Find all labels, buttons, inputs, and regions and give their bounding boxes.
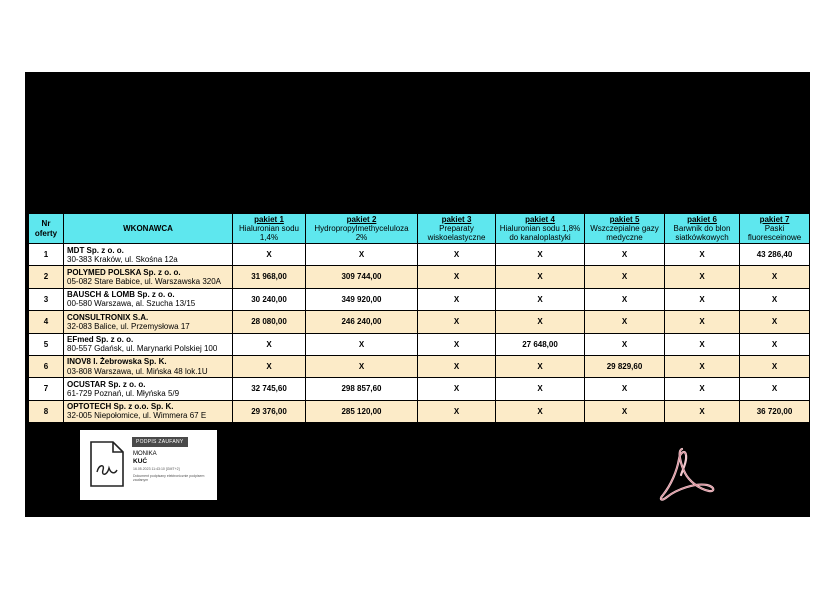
package-value: 285 120,00 (306, 400, 418, 422)
contractor-name: INOV8 I. Żebrowska Sp. K. (67, 357, 167, 367)
package-value: X (665, 333, 740, 355)
package-value: X (585, 266, 665, 288)
package-value: 43 286,40 (740, 244, 810, 266)
package-label: pakiet 4 (525, 214, 555, 224)
package-value: X (740, 355, 810, 377)
package-value: X (233, 333, 306, 355)
package-desc: Hydropropylmethyceluloza 2% (314, 223, 409, 243)
package-value: 30 240,00 (233, 288, 306, 310)
offer-number: 5 (29, 333, 64, 355)
header-firm: WKONAWCA (64, 214, 233, 244)
table-row (29, 288, 810, 310)
package-value: X (585, 311, 665, 333)
contractor-name: MDT Sp. z o. o. (67, 245, 124, 255)
contractor-name: OPTOTECH Sp. z o.o. Sp. K. (67, 402, 174, 412)
table-header-row (29, 214, 810, 244)
package-value: X (418, 311, 496, 333)
package-value: X (585, 288, 665, 310)
package-desc: Hialuronian sodu 1,8% do kanaloplastyki (499, 223, 581, 243)
contractor-cell (64, 266, 233, 288)
package-value: X (418, 400, 496, 422)
contractor-name: OCUSTAR Sp. z o. o. (67, 379, 146, 389)
package-label: pakiet 5 (609, 214, 640, 224)
offer-number: 2 (29, 266, 64, 288)
header-package (585, 214, 665, 244)
header-package (740, 214, 810, 244)
package-value: X (665, 378, 740, 400)
package-value: X (496, 311, 585, 333)
package-value: X (740, 311, 810, 333)
package-value: X (585, 244, 665, 266)
package-value: X (665, 288, 740, 310)
package-label: pakiet 7 (759, 214, 790, 224)
package-desc: Wszczepialne gazy medyczne (590, 223, 659, 243)
package-value: X (306, 355, 418, 377)
package-value: X (306, 244, 418, 266)
offer-number: 7 (29, 378, 64, 400)
package-value: 29 829,60 (585, 355, 665, 377)
header-package (496, 214, 585, 244)
package-value: X (585, 333, 665, 355)
package-value: X (740, 266, 810, 288)
package-value: 246 240,00 (306, 311, 418, 333)
contractor-address: 30-383 Kraków, ul. Skośna 12a (67, 254, 178, 264)
contractor-name: EFmed Sp. z o. o. (67, 335, 134, 345)
contractor-cell (64, 288, 233, 310)
table-row (29, 378, 810, 400)
signature-note: Dokument podpisany elektronicznie podpisem zaufanym (133, 474, 205, 482)
package-label: pakiet 2 (346, 214, 377, 224)
package-value: 349 920,00 (306, 288, 418, 310)
package-value: 29 376,00 (233, 400, 306, 422)
package-value: X (585, 400, 665, 422)
package-value: 31 968,00 (233, 266, 306, 288)
package-value: X (418, 288, 496, 310)
package-value: X (665, 355, 740, 377)
package-value: X (233, 355, 306, 377)
acrobat-icon[interactable] (655, 445, 717, 507)
contractor-cell (64, 400, 233, 422)
package-value: 309 744,00 (306, 266, 418, 288)
contractor-address: 00-580 Warszawa, al. Szucha 13/15 (67, 299, 196, 309)
package-value: X (418, 378, 496, 400)
package-value: X (740, 288, 810, 310)
package-value: 27 648,00 (496, 333, 585, 355)
header-package (665, 214, 740, 244)
contractor-name: CONSULTRONIX S.A. (67, 312, 149, 322)
trusted-signature-stamp (80, 430, 217, 500)
signer-last-name: KUĆ (133, 458, 148, 465)
package-value: X (585, 378, 665, 400)
table-row (29, 311, 810, 333)
offer-number: 8 (29, 400, 64, 422)
package-value: 298 857,60 (306, 378, 418, 400)
header-package (418, 214, 496, 244)
package-label: pakiet 3 (441, 214, 472, 224)
header-package (306, 214, 418, 244)
package-value: X (665, 266, 740, 288)
package-desc: Hialuronian sodu 1,4% (238, 223, 300, 243)
offer-number: 4 (29, 311, 64, 333)
package-value: X (496, 400, 585, 422)
package-value: 36 720,00 (740, 400, 810, 422)
package-value: 32 745,60 (233, 378, 306, 400)
package-desc: Barwnik do blon siatkówkowych (673, 223, 731, 243)
package-desc: Paski fluoresceinowe (747, 223, 802, 243)
contractor-address: 03-808 Warszawa, ul. Mińska 48 lok.1U (67, 366, 208, 376)
table-row (29, 244, 810, 266)
package-value: X (740, 378, 810, 400)
package-value: X (740, 333, 810, 355)
contractor-cell (64, 244, 233, 266)
package-value: X (665, 311, 740, 333)
contractor-address: 32-083 Balice, ul. Przemysłowa 17 (67, 321, 190, 331)
package-value: X (418, 355, 496, 377)
contractor-name: BAUSCH & LOMB Sp. z o. o. (67, 290, 175, 300)
offer-number: 1 (29, 244, 64, 266)
offers-table (28, 213, 810, 423)
contractor-cell (64, 355, 233, 377)
package-value: X (233, 244, 306, 266)
package-label: pakiet 6 (687, 214, 717, 224)
package-label: pakiet 1 (254, 214, 284, 224)
package-value: X (496, 355, 585, 377)
contractor-cell (64, 333, 233, 355)
contractor-name: POLYMED POLSKA Sp. z o. o. (67, 267, 181, 277)
package-value: X (418, 333, 496, 355)
contractor-address: 05-082 Stare Babice, ul. Warszawska 320A (67, 277, 222, 287)
table-row (29, 266, 810, 288)
package-value: X (418, 244, 496, 266)
signer-first-name: MONIKA (133, 451, 157, 457)
package-value: X (418, 266, 496, 288)
contractor-address: 80-557 Gdańsk, ul. Marynarki Polskiej 100 (67, 344, 218, 354)
header-nr: Nr oferty (29, 214, 64, 244)
table-row (29, 400, 810, 422)
signature-date: 16.05.2023 11:43:10 [GMT+2] (133, 467, 180, 471)
contractor-cell (64, 378, 233, 400)
package-desc: Preparaty wiskoelastyczne (427, 223, 486, 243)
package-value: X (496, 244, 585, 266)
signature-doc-icon (89, 440, 125, 488)
package-value: X (496, 266, 585, 288)
contractor-cell (64, 311, 233, 333)
offer-number: 6 (29, 355, 64, 377)
table-row (29, 355, 810, 377)
package-value: X (306, 333, 418, 355)
offer-number: 3 (29, 288, 64, 310)
package-value: X (665, 400, 740, 422)
table-row (29, 333, 810, 355)
package-value: 28 080,00 (233, 311, 306, 333)
contractor-address: 61-729 Poznań, ul. Młyńska 5/9 (67, 389, 180, 399)
header-package (233, 214, 306, 244)
package-value: X (496, 378, 585, 400)
package-value: X (665, 244, 740, 266)
stamp-tag: PODPIS ZAUFANY (132, 437, 188, 447)
contractor-address: 32-005 Niepołomice, ul. Wimmera 67 E (67, 411, 207, 421)
package-value: X (496, 288, 585, 310)
